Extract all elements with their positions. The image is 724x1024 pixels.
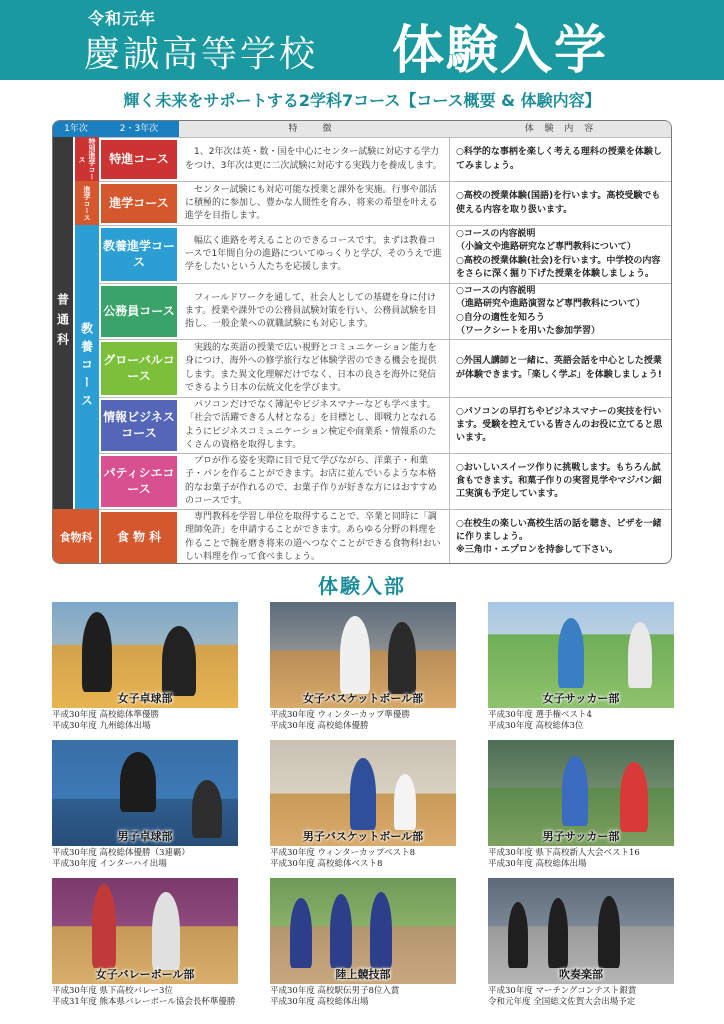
course-experience: ○パソコンの早打ちやビジネスマナーの実技を行います。受験を控えている皆さんのお役に立てると思います。 — [449, 398, 672, 453]
label-shokumotsu: 食物科 — [53, 509, 99, 564]
club-name: 陸上競技部 — [335, 968, 391, 981]
era-label: 令和元年 — [88, 9, 157, 28]
course-row — [99, 181, 672, 225]
course-name: 情報ビジネスコース — [101, 400, 177, 451]
club-photo — [52, 878, 238, 984]
club-achievement: 令和元年度 全国総文佐賀大会出場予定 — [488, 997, 636, 1008]
club-achievements — [488, 710, 688, 733]
club-achievement: 平成30年度 県下高校バレー3位 — [52, 986, 173, 996]
course-feature: パソコンだけでなく簿記やビジネスマナーなども学べます。「社会で活躍できる人材となる」を目標とし、即戦力となれるようにビジネスコミュニケーション検定や商業系・情報系のたくさんの資格を取得します。 — [185, 400, 438, 450]
club-achievement: 平成30年度 高校総体3位 — [488, 721, 584, 732]
club-achievement: 平成31年度 熊本県バレーボール協会長杯準優勝 — [52, 997, 236, 1008]
course-name: 特進コース — [101, 140, 177, 179]
course-experience: ○外国人講師と一緒に、英語会話を中心とした授業が体験できます。「楽しく学ぶ」を体験しましょう! — [449, 340, 672, 397]
course-feature: 実践的な英語の授業で広い視野とコミュニケーション能力を身につけ、海外への修学旅行など体験学習のできる機会を提供します。また異文化理解だけでなく、日本の良さを海外に発信できるよう日本の伝統文化を学びます。 — [185, 343, 437, 393]
club-photo — [270, 740, 456, 846]
club-achievement: 平成30年度 ウィンターカップ準優勝 — [270, 710, 410, 720]
club-achievement: 平成30年度 高校総体出場 — [488, 859, 587, 870]
course-table — [52, 120, 672, 564]
header-feature: 特 徴 — [179, 121, 449, 137]
club-achievements — [488, 848, 688, 871]
club-name: 女子サッカー部 — [542, 692, 620, 705]
course-experience: ○コースの内容説明 （小論文や進路研究など専門教科について） ○高校の授業体験(社会)を行います。中学校の内容をさらに深く掘り下げた授業を体験しましょう。 — [449, 226, 672, 283]
club-achievements — [52, 986, 252, 1009]
course-feature: フィールドワークを通して、社会人としての基礎を身に付けます。授業や課外での公務員試験対策を行い、公務員試験を目指し、一般企業への就職試験にも対応します。 — [185, 292, 437, 330]
course-row — [99, 339, 672, 397]
header-year1: 1年次 — [53, 121, 99, 137]
course-feature: プロが作る姿を実際に目で見て学びながら、洋菓子・和菓子・パンを作ることができます。お店に並んでいるような本格的なお菓子が作れるので、お菓子作りが好きな方にはおすすめのコースです。 — [185, 456, 437, 506]
course-experience: ○コースの内容説明 （進路研究や進路演習など専門教科について） ○自分の適性を知ろう （ワークシートを用いた参加学習） — [449, 284, 672, 339]
club-achievements — [270, 848, 470, 871]
course-row — [99, 509, 672, 564]
club-achievement: 平成30年度 高校総体出場 — [270, 997, 369, 1008]
club-achievements — [488, 986, 688, 1009]
club-achievement: 平成30年度 マーチングコンテスト銀賞 — [488, 986, 637, 996]
header-experience: 体 験 内 容 — [449, 121, 672, 137]
club-name: 女子卓球部 — [117, 692, 173, 705]
course-row — [99, 453, 672, 509]
club-achievements — [52, 710, 252, 733]
club-photo — [488, 602, 674, 708]
club-achievement: 平成30年度 インターハイ出場 — [52, 859, 167, 870]
page-title: 体験入学 — [392, 21, 609, 81]
course-feature: 幅広く進路を考えることのできるコースです。まずは教養コースで1年間自分の進路についてゆっくりと学び、そのうえで進学をしたいという人たちを応援します。 — [185, 235, 442, 273]
label-kyoyo: 教養コース — [75, 225, 99, 509]
course-name: パティシエコース — [101, 456, 177, 507]
club-photo — [52, 602, 238, 708]
club-name: 吹奏楽部 — [559, 968, 603, 981]
course-feature: 専門教科を学習し単位を取得することで、卒業と同時に「調理師免許」を申請することができます。あらゆる分野の料理を作ることで腕を磨き将来の道へつなぐことができる食物科!おいしい料理を作って食べましょう。 — [185, 512, 441, 562]
course-name: 進学コース — [101, 184, 177, 223]
club-achievement: 平成30年度 ウィンターカップベスト8 — [270, 848, 415, 858]
course-experience: ○科学的な事柄を楽しく考える理科の授業を体験してみましょう。 — [449, 138, 672, 181]
course-row — [99, 225, 672, 283]
club-achievement: 平成30年度 選手権ベスト4 — [488, 710, 592, 720]
club-photo — [488, 740, 674, 846]
school-name: 慶誠高等学校 — [84, 34, 319, 75]
header-banner — [0, 0, 724, 80]
course-feature: センター試験にも対応可能な授業と課外を実施。行事や部活に積極的に参加し、豊かな人間性を育み、将来の希望を叶える進学を目指します。 — [185, 184, 438, 222]
club-achievement: 平成30年度 高校総体準優勝 — [52, 710, 160, 720]
course-experience: ○おいしいスイーツ作りに挑戦します。もちろん試食もできます。和菓子作りの実習見学やマジパン細工実演も予定しています。 — [449, 454, 672, 509]
label-futsu: 普通科 — [53, 137, 73, 509]
club-achievement: 平成30年度 高校駅伝男子8位入賞 — [270, 986, 400, 996]
course-subtitle: 輝く未来をサポートする2学科7コース【コース概要 & 体験内容】 — [123, 91, 601, 110]
label-shingaku: 進学コース — [75, 181, 99, 225]
club-achievement: 平成30年度 高校総体優勝 — [270, 721, 369, 732]
course-row — [99, 397, 672, 453]
club-photo — [270, 878, 456, 984]
club-achievements — [270, 986, 470, 1009]
club-photo — [488, 878, 674, 984]
club-name: 男子サッカー部 — [542, 830, 620, 843]
course-experience: ○在校生の楽しい高校生活の話を聴き、ピザを一緒に作りましょう。 ※三角巾・エプロンを持参して下さい。 — [449, 510, 672, 564]
course-feature: 1、2年次は英・数・国を中心にセンター試験に対応する学力をつけ、3年次は更に二次試験に対応する実践力を養成します。 — [185, 147, 442, 171]
club-name: 男子バスケットボール部 — [302, 830, 424, 843]
club-name: 女子バスケットボール部 — [302, 692, 424, 705]
header-year23: 2・3年次 — [99, 121, 179, 137]
club-achievement: 平成30年度 高校総体優勝（3連覇） — [52, 848, 190, 858]
club-achievements — [52, 848, 252, 871]
course-name: 教養進学コース — [101, 228, 177, 281]
club-achievement: 平成30年度 県下高校新人大会ベスト16 — [488, 848, 640, 858]
club-photo — [270, 602, 456, 708]
club-photo — [52, 740, 238, 846]
club-achievement: 平成30年度 高校総体ベスト8 — [270, 859, 383, 870]
course-name: 公務員コース — [101, 286, 177, 337]
club-name: 女子バレーボール部 — [95, 968, 195, 981]
club-achievement: 平成30年度 九州総体出場 — [52, 721, 151, 732]
clubs-title: 体験入部 — [318, 574, 406, 598]
club-name: 男子卓球部 — [117, 830, 173, 843]
label-tokushin: 特別進学コース — [75, 137, 99, 181]
course-experience: ○高校の授業体験(国語)を行います。高校受験でも使える内容を取り扱います。 — [449, 182, 672, 225]
course-row — [99, 283, 672, 339]
course-name: 食 物 科 — [101, 512, 177, 563]
course-row — [99, 137, 672, 181]
club-achievements — [270, 710, 470, 733]
course-name: グローバルコース — [101, 342, 177, 395]
